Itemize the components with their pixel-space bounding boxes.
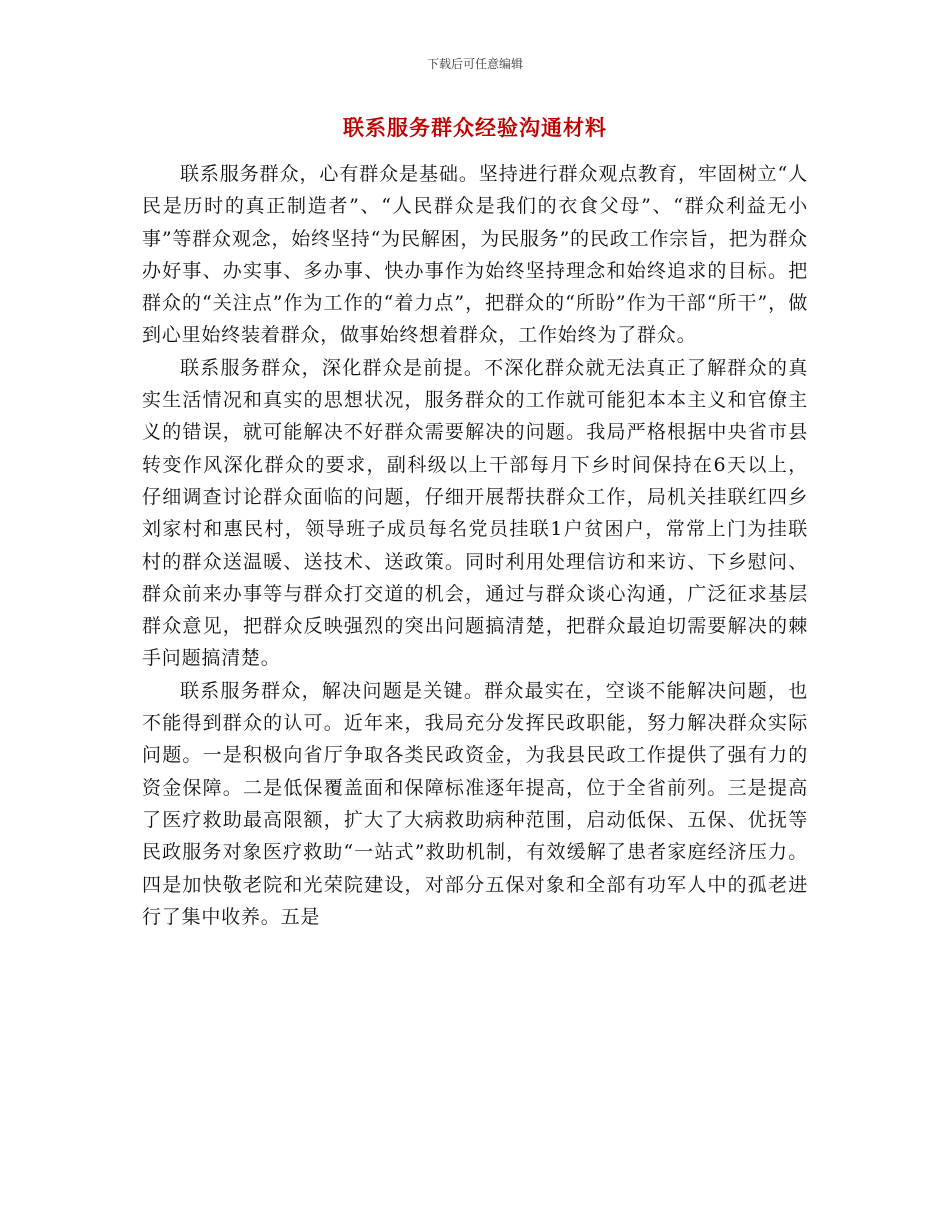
document-body xyxy=(142,158,808,933)
document-title: 联系服务群众经验沟通材料 xyxy=(343,116,607,140)
paragraph-2: 联系服务群众，深化群众是前提。不深化群众就无法真正了解群众的真实生活情况和真实的思想状况，服务群众的工作就可能犯本本主义和官僚主义的错误，就可能解决不好群众需要解决的问题。我局严格根据中央省市县转变作风深化群众的要求，副科级以上干部每月下乡时间保持在6天以上，仔细调查讨论群众面临的问题，仔细开展帮扶群众工作，局机关挂联红四乡刘家村和惠民村，领导班子成员每名党员挂联1户贫困户，常常上门为挂联村的群众送温暖、送技术、送政策。同时利用处理信访和来访、下乡慰问、群众前来办事等与群众打交道的机会，通过与群众谈心沟通，广泛征求基层群众意见，把群众反映强烈的突出问题搞清楚，把群众最迫切需要解决的棘手问题搞清楚。 xyxy=(142,356,808,670)
page-header: 下载后可任意编辑 xyxy=(426,57,523,71)
paragraph-1: 联系服务群众，心有群众是基础。坚持进行群众观点教育，牢固树立“人民是历时的真正制造者”、“人民群众是我们的衣食父母”、“群众利益无小事”等群众观念，始终坚持“为民解困，为民服务”的民政工作宗旨，把为群众办好事、办实事、多办事、快办事作为始终坚持理念和始终追求的目标。把群众的“关注点”作为工作的“着力点”，把群众的“所盼”作为干部“所干”，做到心里始终装着群众，做事始终想着群众，工作始终为了群众。 xyxy=(142,163,808,347)
paragraph-3: 联系服务群众，解决问题是关键。群众最实在，空谈不能解决问题，也不能得到群众的认可。近年来，我局充分发挥民政职能，努力解决群众实际问题。一是积极向省厅争取各类民政资金，为我县民政工作提供了强有力的资金保障。二是低保覆盖面和保障标准逐年提高，位于全省前列。三是提高了医疗救助最高限额，扩大了大病救助病种范围，启动低保、五保、优抚等民政服务对象医疗救助“一站式”救助机制，有效缓解了患者家庭经济压力。四是加快敬老院和光荣院建设，对部分五保对象和全部有功军人中的孤老进行了集中收养。五是 xyxy=(142,679,808,928)
